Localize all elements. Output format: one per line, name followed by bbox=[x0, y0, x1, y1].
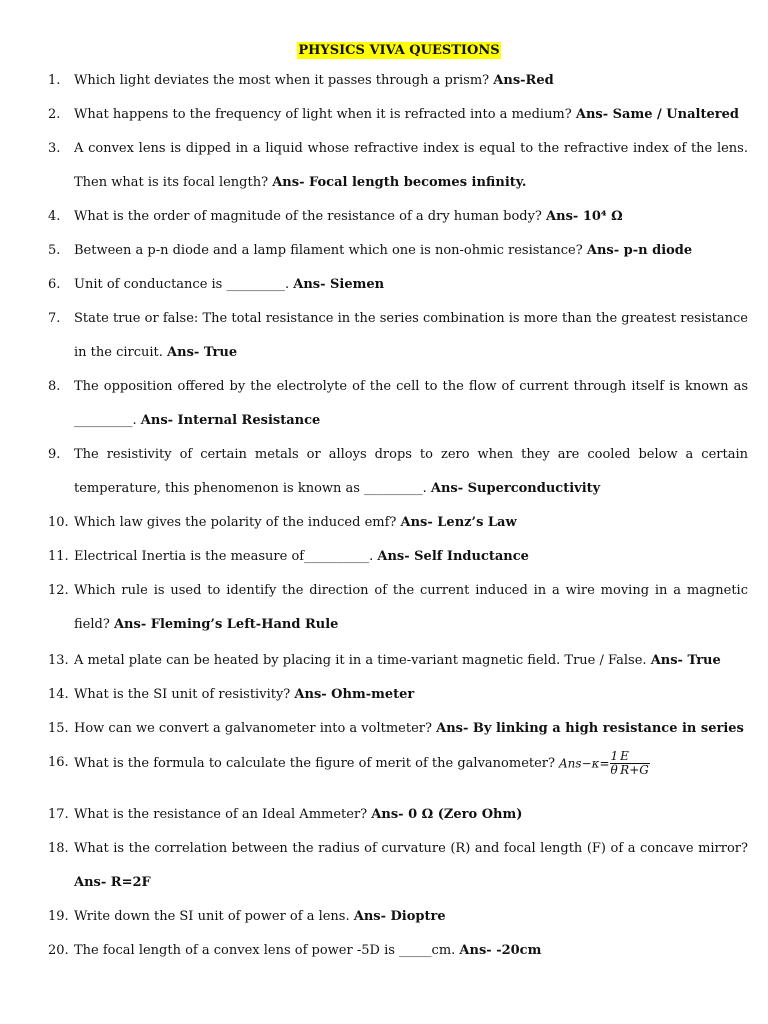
answer-text: Ans- Ohm-meter bbox=[294, 687, 415, 702]
question-item bbox=[48, 934, 748, 968]
question-text bbox=[74, 934, 748, 968]
question-line: How can we convert a galvanometer into a voltmeter? Ans- By linking a high resistance in series bbox=[74, 721, 744, 736]
question-item bbox=[48, 644, 748, 678]
question-item bbox=[48, 234, 748, 268]
fraction: $\frac{E}{R+G}$ bbox=[620, 749, 649, 777]
question-line: What is the order of magnitude of the resistance of a dry human body? Ans- 10⁴ Ω bbox=[74, 209, 623, 224]
question-line: Between a p-n diode and a lamp filament which one is non-ohmic resistance? Ans- p-n diode bbox=[74, 243, 693, 258]
question-item bbox=[48, 64, 748, 98]
fraction: $\frac{1}{\theta}$ bbox=[610, 749, 619, 777]
question-number: 17. bbox=[48, 807, 69, 822]
question-text bbox=[74, 98, 748, 132]
question-number: 16. bbox=[48, 755, 69, 770]
question-line: in the circuit. Ans- True bbox=[74, 345, 238, 360]
question-item bbox=[48, 506, 748, 540]
question-number: 8. bbox=[48, 379, 61, 394]
question-number: 1. bbox=[48, 73, 61, 88]
question-text bbox=[74, 506, 748, 540]
question-line: Then what is its focal length? Ans- Focal length becomes infinity. bbox=[74, 175, 527, 190]
answer-text: Ans- 0 Ω (Zero Ohm) bbox=[371, 807, 523, 822]
answer-text: Ans- Lenz’s Law bbox=[400, 515, 517, 530]
question-line: temperature, this phenomenon is known as _________. Ans- Superconductivity bbox=[74, 481, 601, 496]
question-line: A convex lens is dipped in a liquid whose refractive index is equal to the refractive index of the lens. bbox=[74, 141, 748, 156]
answer-text: Ans-Red bbox=[493, 73, 554, 88]
question-number: 13. bbox=[48, 653, 69, 668]
question-text bbox=[74, 132, 748, 200]
question-number: 2. bbox=[48, 107, 61, 122]
question-text bbox=[74, 798, 748, 832]
question-item bbox=[48, 200, 748, 234]
question-text bbox=[74, 574, 748, 642]
question-text bbox=[74, 234, 748, 268]
question-line: Which light deviates the most when it passes through a prism? Ans-Red bbox=[74, 73, 554, 88]
question-line: Write down the SI unit of power of a lens. Ans- Dioptre bbox=[74, 909, 446, 924]
question-text bbox=[74, 200, 748, 234]
question-text bbox=[74, 644, 748, 678]
question-line bbox=[74, 866, 748, 900]
question-line: The opposition offered by the electrolyte of the cell to the flow of current through itself is known as bbox=[74, 379, 748, 394]
question-text bbox=[74, 438, 748, 506]
question-text bbox=[74, 678, 748, 712]
answer-text: Ans- p-n diode bbox=[586, 243, 693, 258]
question-text bbox=[74, 540, 748, 574]
answer-text: Ans- Self Inductance bbox=[377, 549, 529, 564]
page-title: PHYSICS VIVA QUESTIONS bbox=[298, 43, 500, 58]
question-item bbox=[48, 540, 748, 574]
question-line: Which rule is used to identify the direction of the current induced in a wire moving in a magnetic bbox=[74, 583, 748, 598]
question-line: The focal length of a convex lens of power -5D is _____cm. Ans- -20cm bbox=[74, 943, 542, 958]
question-number: 3. bbox=[48, 141, 61, 156]
answer-text: Ans- Same / Unaltered bbox=[575, 107, 739, 122]
question-line: What is the formula to calculate the figure of merit of the galvanometer? Ans−κ= $\frac{1}{\theta}$ $\frac{E}{R+G}$ bbox=[74, 746, 748, 781]
question-item bbox=[48, 370, 748, 438]
answer-text: Ans- Siemen bbox=[293, 277, 385, 292]
question-line: What is the resistance of an Ideal Ammeter? Ans- 0 Ω (Zero Ohm) bbox=[74, 807, 523, 822]
answer-text: Ans- Internal Resistance bbox=[140, 413, 321, 428]
question-number: 6. bbox=[48, 277, 61, 292]
answer-text: Ans- -20cm bbox=[459, 943, 542, 958]
question-text bbox=[74, 832, 748, 900]
question-number: 12. bbox=[48, 583, 69, 598]
question-line: What is the correlation between the radius of curvature (R) and focal length (F) of a concave mirror? bbox=[74, 841, 748, 856]
question-text bbox=[74, 712, 748, 746]
question-number: 20. bbox=[48, 943, 69, 958]
answer-text: Ans- Dioptre bbox=[353, 909, 446, 924]
question-line: What happens to the frequency of light when it is refracted into a medium? Ans- Same / Unaltered bbox=[74, 107, 739, 122]
formula: Ans−κ= $\frac{1}{\theta}$ $\frac{E}{R+G}$ bbox=[559, 749, 649, 777]
answer-text: Ans- Superconductivity bbox=[430, 481, 601, 496]
question-number: 7. bbox=[48, 311, 61, 326]
question-line: The resistivity of certain metals or alloys drops to zero when they are cooled below a certain bbox=[74, 447, 748, 462]
question-number: 5. bbox=[48, 243, 61, 258]
question-line: Unit of conductance is _________. Ans- Siemen bbox=[74, 277, 385, 292]
question-line: Electrical Inertia is the measure of__________. Ans- Self Inductance bbox=[74, 549, 529, 564]
question-item bbox=[48, 746, 748, 781]
answer-text: Ans- True bbox=[650, 653, 721, 668]
question-number: 10. bbox=[48, 515, 69, 530]
question-item bbox=[48, 438, 748, 506]
question-text bbox=[74, 302, 748, 370]
question-line: A metal plate can be heated by placing it in a time-variant magnetic field. True / False. Ans- True bbox=[74, 653, 721, 668]
answer-text: Ans- By linking a high resistance in series bbox=[436, 721, 744, 736]
question-item bbox=[48, 302, 748, 370]
question-number: 14. bbox=[48, 687, 69, 702]
answer-text: Ans- Focal length becomes infinity. bbox=[272, 175, 527, 190]
question-text bbox=[74, 900, 748, 934]
question-line: field? Ans- Fleming’s Left-Hand Rule bbox=[74, 617, 339, 632]
question-line: What is the SI unit of resistivity? Ans- Ohm-meter bbox=[74, 687, 415, 702]
question-item bbox=[48, 832, 748, 900]
answer-text: Ans- Fleming’s Left-Hand Rule bbox=[113, 617, 339, 632]
question-line: _________. Ans- Internal Resistance bbox=[74, 413, 321, 428]
question-number: 18. bbox=[48, 841, 69, 856]
answer-text: Ans- 10⁴ Ω bbox=[546, 209, 623, 224]
question-item bbox=[48, 132, 748, 200]
question-text bbox=[74, 64, 748, 98]
question-number: 19. bbox=[48, 909, 69, 924]
question-item bbox=[48, 98, 748, 132]
question-number: 4. bbox=[48, 209, 61, 224]
question-item bbox=[48, 798, 748, 832]
question-line: State true or false: The total resistance in the series combination is more than the greatest resistance bbox=[74, 311, 748, 326]
question-number: 9. bbox=[48, 447, 61, 462]
question-item bbox=[48, 678, 748, 712]
question-line: Which law gives the polarity of the induced emf? Ans- Lenz’s Law bbox=[74, 515, 517, 530]
answer-text: Ans- R=2F bbox=[74, 875, 151, 890]
question-number: 11. bbox=[48, 549, 69, 564]
question-item bbox=[48, 712, 748, 746]
question-text bbox=[74, 746, 748, 781]
question-text bbox=[74, 268, 748, 302]
question-item bbox=[48, 900, 748, 934]
question-item bbox=[48, 268, 748, 302]
answer-text: Ans- True bbox=[167, 345, 238, 360]
question-item bbox=[48, 574, 748, 642]
question-text bbox=[74, 370, 748, 438]
question-number: 15. bbox=[48, 721, 69, 736]
